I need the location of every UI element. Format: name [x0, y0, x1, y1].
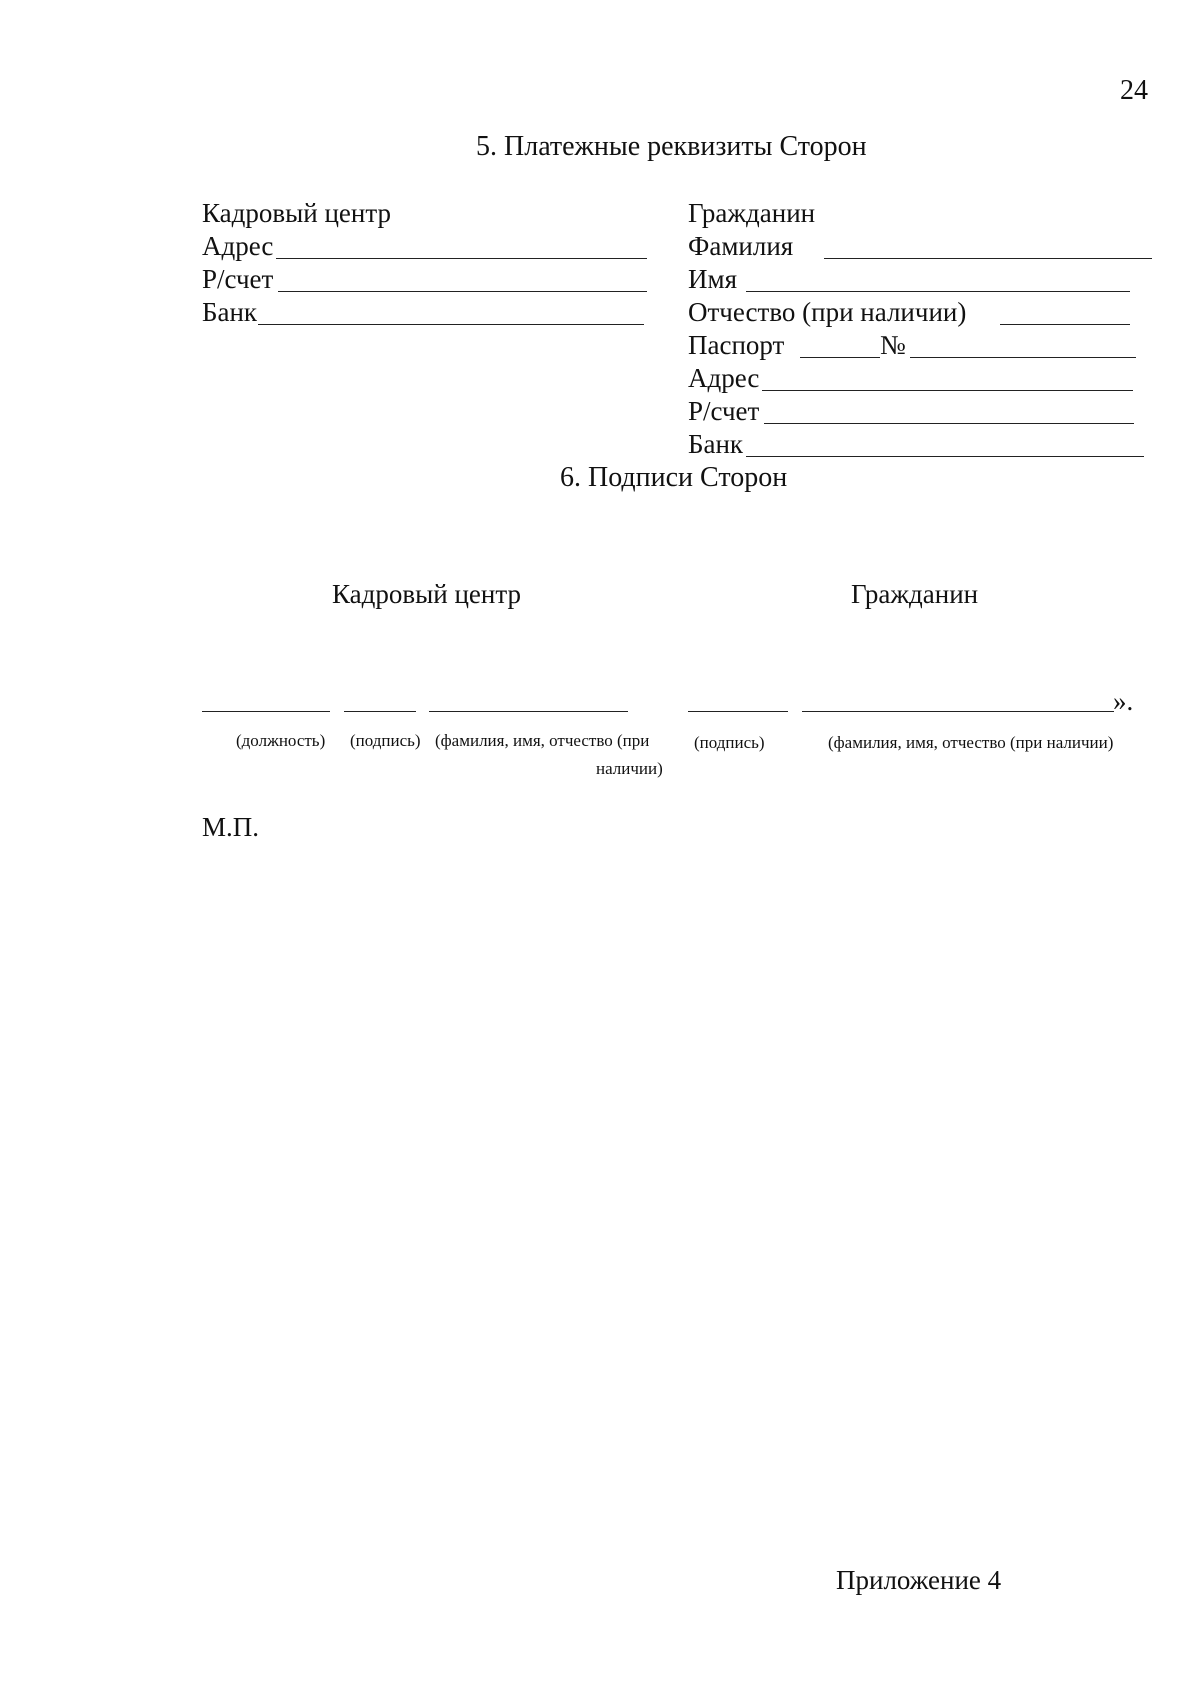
right-passport-number-sign: № [880, 330, 906, 360]
right-passport-label: Паспорт [688, 330, 785, 360]
right-party-heading: Гражданин [688, 198, 816, 228]
section-6-title: 6. Подписи Сторон [560, 462, 788, 493]
position-line[interactable] [202, 711, 330, 712]
right-passport-number-line[interactable] [910, 357, 1136, 358]
left-bank-line[interactable] [258, 324, 644, 325]
left-bank-label: Банк [202, 297, 258, 327]
page-number: 24 [1120, 75, 1148, 106]
left-party-heading: Кадровый центр [202, 198, 391, 228]
right-name-label: Имя [688, 264, 738, 294]
right-bank-line[interactable] [746, 456, 1144, 457]
right-account-line[interactable] [764, 423, 1134, 424]
right-patronymic-label: Отчество (при наличии) [688, 297, 967, 327]
caption-fio-right: (фамилия, имя, отчество (при наличии) [828, 733, 1114, 752]
annex-label: Приложение 4 [836, 1565, 1002, 1595]
caption-fio-left-line1: (фамилия, имя, отчество (при [435, 731, 650, 750]
fio-right-line[interactable] [802, 711, 1114, 712]
right-passport-series-line[interactable] [800, 357, 880, 358]
left-address-line[interactable] [276, 258, 647, 259]
section-5-title: 5. Платежные реквизиты Сторон [476, 131, 867, 162]
left-account-line[interactable] [278, 291, 647, 292]
right-name-line[interactable] [746, 291, 1130, 292]
signature-left-heading: Кадровый центр [332, 579, 521, 609]
fio-left-line[interactable] [429, 711, 628, 712]
caption-fio-left-line2: наличии) [596, 759, 663, 778]
signature-right-line[interactable] [688, 711, 788, 712]
closing-quote: ». [1113, 686, 1134, 716]
right-surname-line[interactable] [824, 258, 1152, 259]
caption-signature-left: (подпись) [350, 731, 421, 750]
caption-position: (должность) [236, 731, 326, 750]
caption-signature-right: (подпись) [694, 733, 765, 752]
right-surname-label: Фамилия [688, 231, 794, 261]
right-address-label: Адрес [688, 363, 760, 393]
signature-right-heading: Гражданин [851, 579, 979, 609]
seal-placeholder: М.П. [202, 812, 260, 842]
right-address-line[interactable] [762, 390, 1133, 391]
right-bank-label: Банк [688, 429, 744, 459]
right-account-label: Р/счет [688, 396, 760, 426]
left-address-label: Адрес [202, 231, 274, 261]
right-patronymic-line[interactable] [1000, 324, 1130, 325]
signature-left-line[interactable] [344, 711, 416, 712]
left-account-label: Р/счет [202, 264, 274, 294]
